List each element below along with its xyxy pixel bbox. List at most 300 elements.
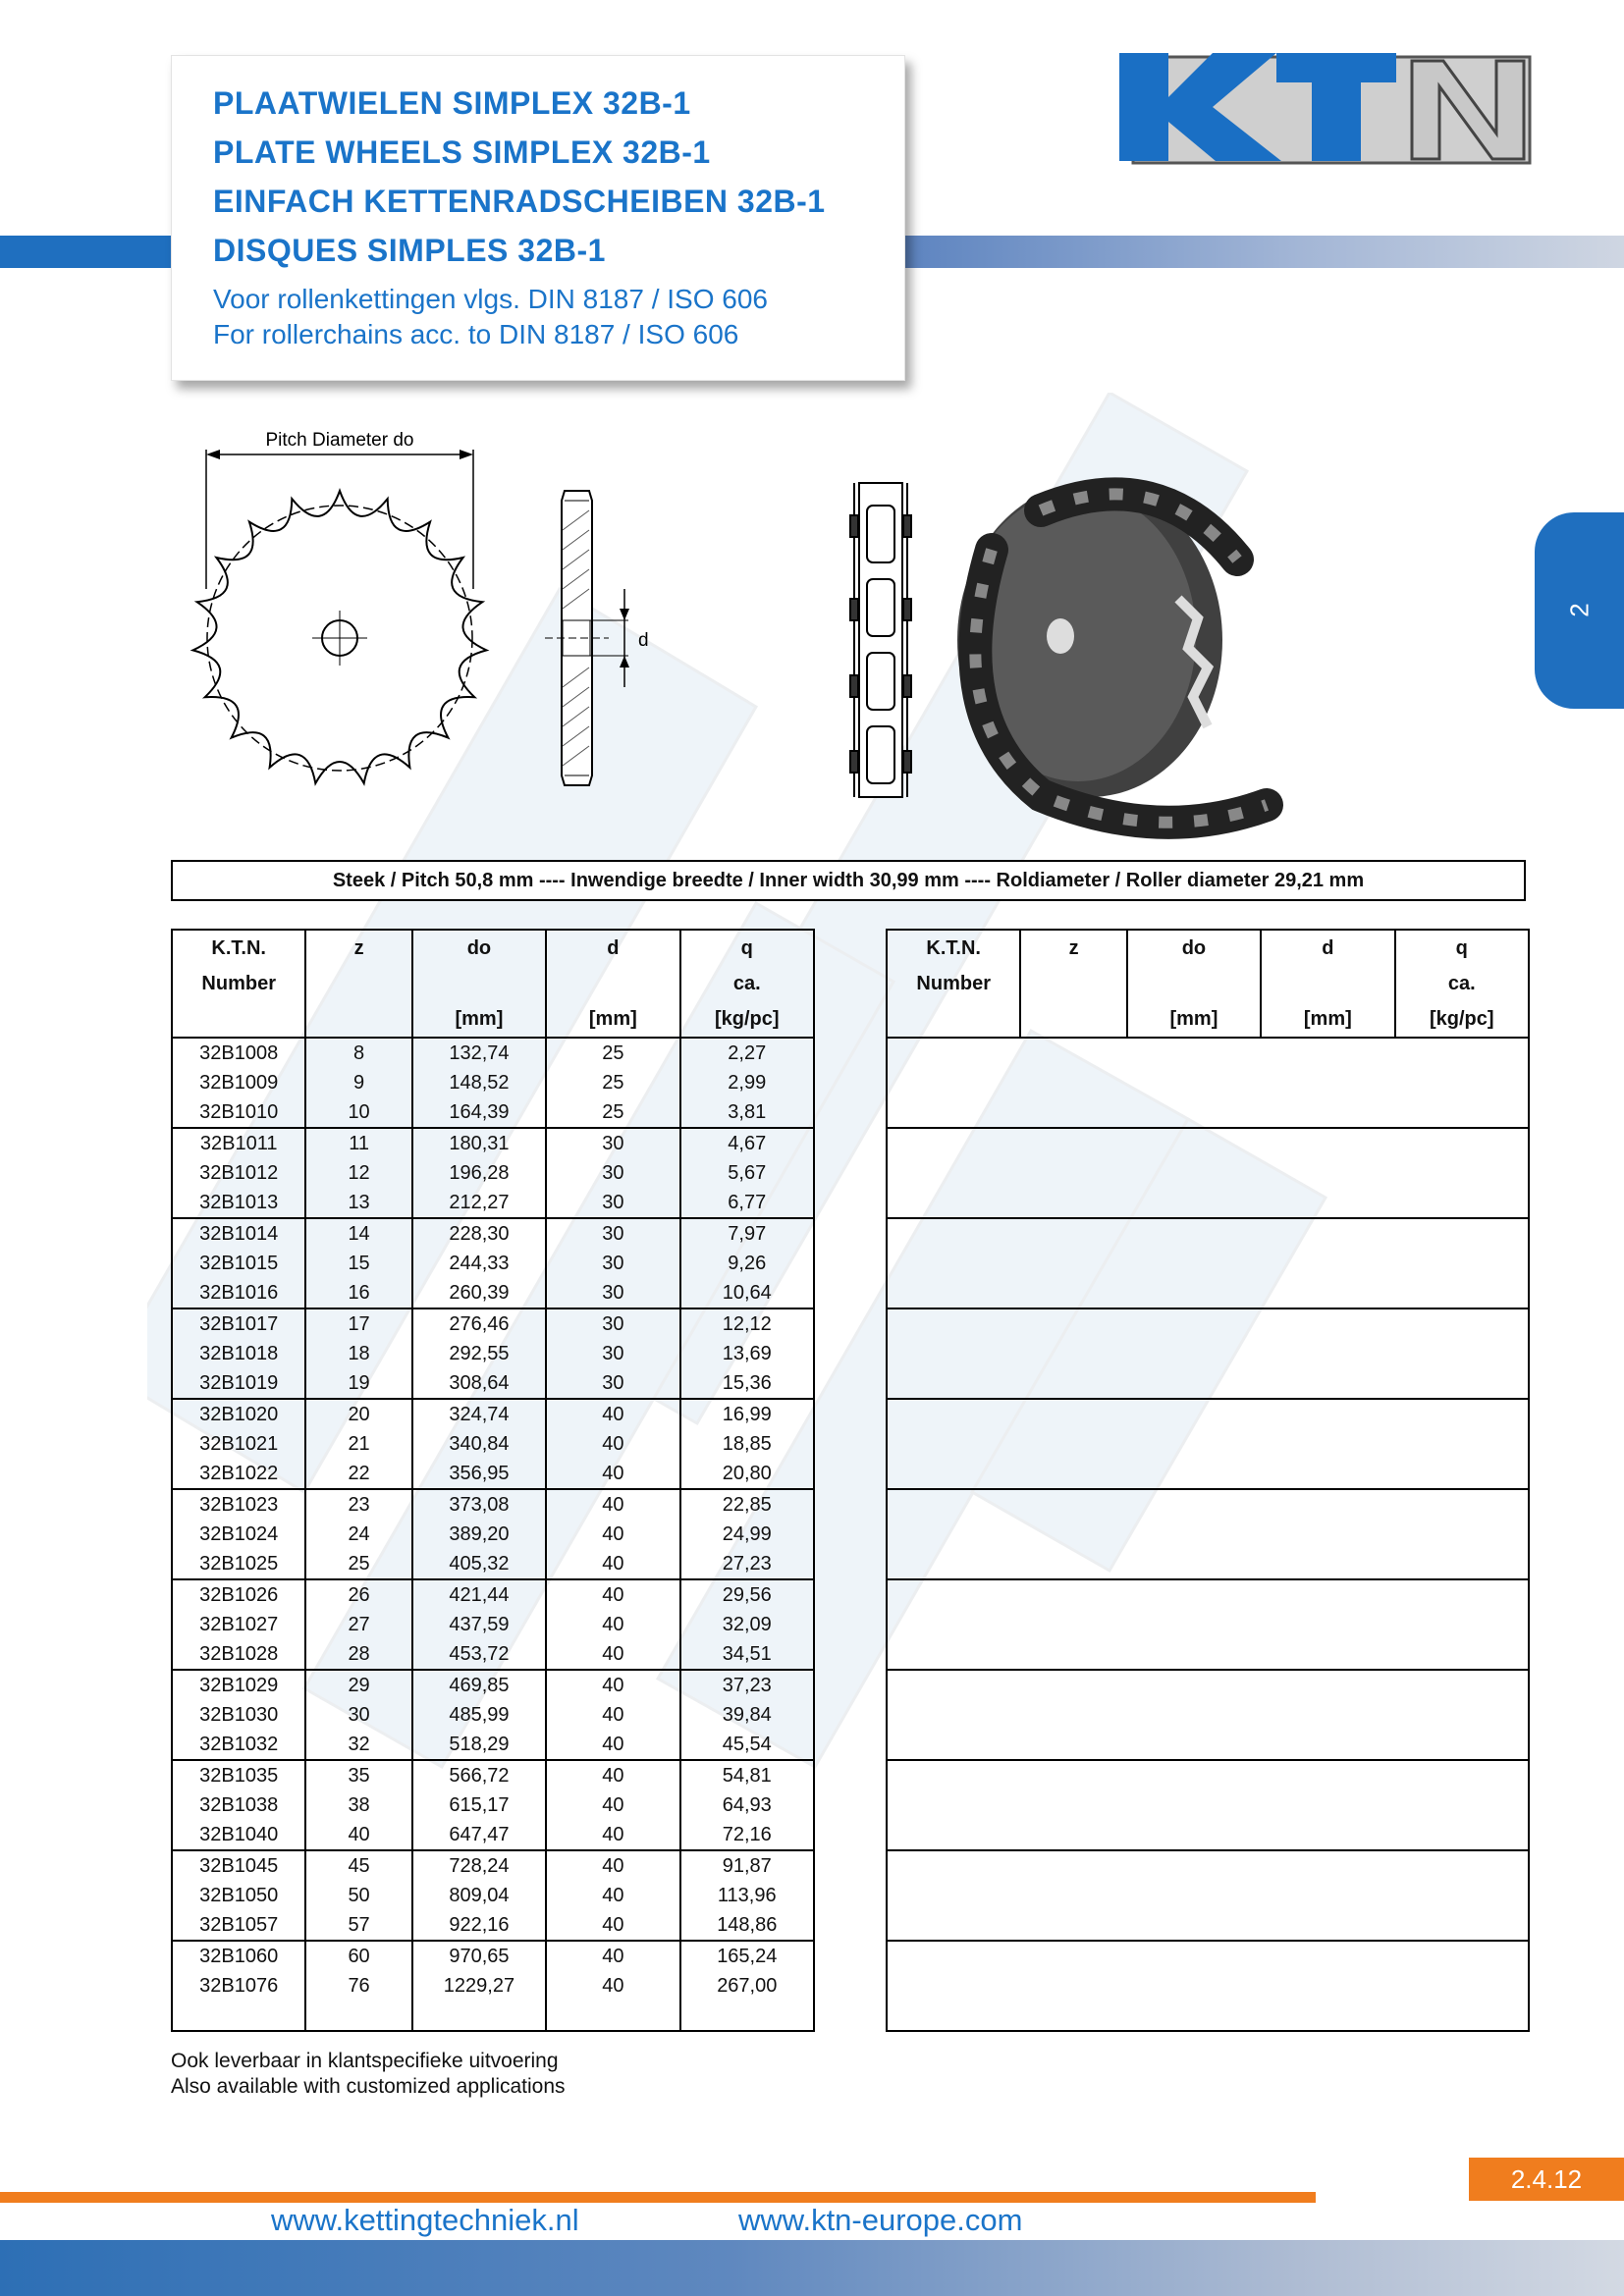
cell-d xyxy=(1261,1610,1394,1639)
cell-q xyxy=(1395,1339,1529,1368)
cell-q xyxy=(680,2001,814,2031)
cell-q: 72,16 xyxy=(680,1820,814,1850)
cell-d xyxy=(1261,1881,1394,1910)
cell-ktn: 32B1023 xyxy=(172,1489,305,1520)
cell-d xyxy=(1261,1068,1394,1097)
cell-ktn xyxy=(887,1308,1020,1339)
table-row xyxy=(172,1278,814,1308)
pitch-diameter-label: Pitch Diameter do xyxy=(265,430,414,451)
header-q: q xyxy=(1395,930,1529,966)
cell-q: 16,99 xyxy=(680,1399,814,1429)
cell-ktn: 32B1038 xyxy=(199,1794,279,1816)
cell-z: 20 xyxy=(305,1399,411,1429)
cell-do: 244,33 xyxy=(412,1249,546,1278)
cell-do xyxy=(1127,1158,1261,1188)
header-q-ca: ca. xyxy=(680,966,814,1001)
cell-z xyxy=(1020,1158,1126,1188)
cell-do: 405,32 xyxy=(412,1549,546,1579)
table-row xyxy=(172,1429,814,1459)
table-row xyxy=(172,1459,814,1489)
cell-z xyxy=(1020,1068,1126,1097)
cell-q xyxy=(1395,1700,1529,1730)
cell-do: 615,17 xyxy=(412,1790,546,1820)
table-row xyxy=(172,1639,814,1670)
cell-z xyxy=(1020,1308,1126,1339)
header-d-unit: [mm] xyxy=(546,1001,679,1038)
cell-d: 40 xyxy=(546,1910,679,1941)
cell-z xyxy=(1020,1097,1126,1128)
cell-q xyxy=(1395,1218,1529,1249)
cell-q xyxy=(1395,1971,1529,2001)
cell-do xyxy=(1127,1730,1261,1760)
cell-q xyxy=(1395,1278,1529,1308)
cell-ktn xyxy=(887,1038,1020,1068)
cell-z: 23 xyxy=(305,1489,411,1520)
cell-d: 30 xyxy=(546,1339,679,1368)
cell-do: 228,30 xyxy=(412,1218,546,1249)
cell-ktn: 32B1017 xyxy=(172,1308,305,1339)
cell-do: 308,64 xyxy=(412,1368,546,1399)
cell-z xyxy=(1020,1850,1126,1881)
cell-z: 8 xyxy=(305,1038,411,1068)
cell-do: 728,24 xyxy=(412,1850,546,1881)
table-row xyxy=(172,1520,814,1549)
cell-ktn: 32B1008 xyxy=(172,1038,305,1068)
cell-do xyxy=(1127,1520,1261,1549)
cell-z: 15 xyxy=(305,1249,411,1278)
table-row xyxy=(172,1218,814,1249)
header-q: q xyxy=(680,930,814,966)
footer-band xyxy=(0,2240,1624,2296)
table-row xyxy=(887,1700,1529,1730)
cell-do: 809,04 xyxy=(412,1881,546,1910)
cell-d: 30 xyxy=(546,1218,679,1249)
table-row xyxy=(887,1249,1529,1278)
cell-q: 3,81 xyxy=(680,1097,814,1128)
cell-d xyxy=(1261,1489,1394,1520)
header-do: do xyxy=(1127,930,1261,966)
table-row xyxy=(887,1368,1529,1399)
table-row xyxy=(887,1038,1529,1068)
cell-ktn: 32B1057 xyxy=(199,1914,279,1936)
cell-q: 34,51 xyxy=(680,1639,814,1670)
cell-do xyxy=(1127,1339,1261,1368)
cell-d: 40 xyxy=(546,1700,679,1730)
cell-q xyxy=(1395,1610,1529,1639)
header-do: do xyxy=(412,930,546,966)
cell-d xyxy=(1261,1820,1394,1850)
cell-d xyxy=(1261,1429,1394,1459)
cell-do: 340,84 xyxy=(412,1429,546,1459)
cell-d: 40 xyxy=(546,1760,679,1790)
cell-q: 91,87 xyxy=(680,1850,814,1881)
chapter-tab[interactable] xyxy=(1535,512,1624,709)
cell-ktn: 32B1035 xyxy=(172,1760,305,1790)
cell-z xyxy=(1020,1188,1126,1218)
cell-do xyxy=(1127,1128,1261,1158)
table-row xyxy=(172,2001,814,2031)
cell-do xyxy=(1127,1910,1261,1941)
footer-orange-line xyxy=(0,2192,1316,2203)
cell-q xyxy=(1395,1368,1529,1399)
title-en: PLATE WHEELS SIMPLEX 32B-1 xyxy=(213,134,711,170)
cell-d xyxy=(1261,1790,1394,1820)
cell-z: 76 xyxy=(305,1971,411,2001)
table-row xyxy=(172,1610,814,1639)
cell-do xyxy=(1127,1760,1261,1790)
cell-z: 16 xyxy=(305,1278,411,1308)
cell-q xyxy=(1395,1790,1529,1820)
cell-q: 148,86 xyxy=(680,1910,814,1941)
cell-ktn: 32B1026 xyxy=(172,1579,305,1610)
cell-z: 24 xyxy=(305,1520,411,1549)
cell-d xyxy=(1261,1308,1394,1339)
cell-z: 22 xyxy=(305,1459,411,1489)
table-row xyxy=(172,1730,814,1760)
cell-d xyxy=(1261,1670,1394,1700)
title-de: EINFACH KETTENRADSCHEIBEN 32B-1 xyxy=(213,184,826,219)
cell-d xyxy=(1261,1368,1394,1399)
cell-d xyxy=(1261,1459,1394,1489)
cell-ktn: 32B1014 xyxy=(172,1218,305,1249)
table-row xyxy=(887,1730,1529,1760)
cell-ktn xyxy=(887,1249,1020,1278)
spec-line: Steek / Pitch 50,8 mm ---- Inwendige breedte / Inner width 30,99 mm ---- Roldiameter / Roller diameter 29,21 mm xyxy=(171,860,1526,901)
cell-ktn: 32B1015 xyxy=(199,1253,279,1274)
cell-q xyxy=(1395,1188,1529,1218)
table-row xyxy=(172,1188,814,1218)
cell-z xyxy=(1020,1429,1126,1459)
cell-d: 40 xyxy=(546,1790,679,1820)
cell-d: 40 xyxy=(546,1459,679,1489)
table-row xyxy=(887,1639,1529,1670)
cell-q: 15,36 xyxy=(680,1368,814,1399)
table-row xyxy=(887,1158,1529,1188)
cell-q: 6,77 xyxy=(680,1188,814,1218)
cell-z xyxy=(1020,1639,1126,1670)
cell-z: 17 xyxy=(305,1308,411,1339)
header-ktn-1: K.T.N. xyxy=(926,937,981,959)
cell-z: 26 xyxy=(305,1579,411,1610)
cell-d: 40 xyxy=(546,1639,679,1670)
cell-d: 30 xyxy=(546,1308,679,1339)
table-row xyxy=(172,1549,814,1579)
cell-d xyxy=(1261,1760,1394,1790)
cell-z xyxy=(1020,1249,1126,1278)
cell-z xyxy=(305,2001,411,2031)
cell-do: 148,52 xyxy=(412,1068,546,1097)
cell-q: 54,81 xyxy=(680,1760,814,1790)
cell-z: 9 xyxy=(305,1068,411,1097)
cell-do: 373,08 xyxy=(412,1489,546,1520)
cell-z: 60 xyxy=(305,1941,411,1971)
cell-d xyxy=(1261,1218,1394,1249)
header-q-unit: [kg/pc] xyxy=(680,1001,814,1038)
header-z: z xyxy=(305,930,411,966)
cell-q xyxy=(1395,1520,1529,1549)
cell-z xyxy=(1020,1278,1126,1308)
cell-q: 2,27 xyxy=(680,1038,814,1068)
cell-q xyxy=(1395,1850,1529,1881)
title-nl: PLAATWIELEN SIMPLEX 32B-1 xyxy=(213,85,691,121)
cell-q: 45,54 xyxy=(680,1730,814,1760)
cell-z: 38 xyxy=(305,1790,411,1820)
cell-ktn: 32B1013 xyxy=(199,1192,279,1213)
cell-q xyxy=(1395,1670,1529,1700)
cell-do xyxy=(1127,1579,1261,1610)
table-row xyxy=(887,1670,1529,1700)
cell-ktn xyxy=(887,1368,1020,1399)
cell-ktn: 32B1060 xyxy=(172,1941,305,1971)
cell-ktn xyxy=(887,1399,1020,1429)
cell-do xyxy=(1127,1038,1261,1068)
cell-z xyxy=(1020,1128,1126,1158)
cell-q xyxy=(1395,1308,1529,1339)
cell-q: 64,93 xyxy=(680,1790,814,1820)
cell-d: 40 xyxy=(546,1820,679,1850)
cell-d xyxy=(1261,1549,1394,1579)
cell-z: 57 xyxy=(305,1910,411,1941)
cell-d xyxy=(1261,1188,1394,1218)
cell-q: 2,99 xyxy=(680,1068,814,1097)
cell-q: 32,09 xyxy=(680,1610,814,1639)
table-row xyxy=(887,1850,1529,1881)
cell-d xyxy=(1261,1910,1394,1941)
cell-d: 25 xyxy=(546,1038,679,1068)
cell-ktn: 32B1028 xyxy=(199,1643,279,1665)
cell-do xyxy=(1127,1368,1261,1399)
cell-ktn xyxy=(887,1549,1020,1579)
cell-do: 922,16 xyxy=(412,1910,546,1941)
cell-z xyxy=(1020,1520,1126,1549)
table-row xyxy=(887,1339,1529,1368)
cell-do: 180,31 xyxy=(412,1128,546,1158)
cell-q xyxy=(1395,1881,1529,1910)
table-row xyxy=(887,1489,1529,1520)
header-z: z xyxy=(1020,930,1126,966)
cell-q xyxy=(1395,1097,1529,1128)
cell-d: 30 xyxy=(546,1158,679,1188)
table-row xyxy=(172,1368,814,1399)
cell-z xyxy=(1020,1700,1126,1730)
table-row xyxy=(887,1579,1529,1610)
cell-q: 27,23 xyxy=(680,1549,814,1579)
cell-ktn: 32B1021 xyxy=(199,1433,279,1455)
cell-ktn xyxy=(887,1068,1020,1097)
cell-z xyxy=(1020,1218,1126,1249)
cell-d: 40 xyxy=(546,1579,679,1610)
cell-d xyxy=(1261,1038,1394,1068)
cell-ktn: 32B1011 xyxy=(172,1128,305,1158)
cell-z: 14 xyxy=(305,1218,411,1249)
cell-d xyxy=(1261,1520,1394,1549)
table-row xyxy=(887,1790,1529,1820)
cell-do xyxy=(1127,1549,1261,1579)
cell-d xyxy=(1261,1700,1394,1730)
table-row xyxy=(887,1820,1529,1850)
cell-z xyxy=(1020,1610,1126,1639)
cell-do: 292,55 xyxy=(412,1339,546,1368)
cell-q: 7,97 xyxy=(680,1218,814,1249)
cell-ktn: 32B1016 xyxy=(199,1282,279,1304)
cell-ktn xyxy=(887,1188,1020,1218)
cell-do: 970,65 xyxy=(412,1941,546,1971)
cell-ktn xyxy=(887,1429,1020,1459)
table-row xyxy=(887,1068,1529,1097)
cell-do xyxy=(1127,1820,1261,1850)
cell-d xyxy=(1261,1579,1394,1610)
cell-d: 25 xyxy=(546,1097,679,1128)
cell-z xyxy=(1020,1489,1126,1520)
table-row xyxy=(172,1128,814,1158)
table-row xyxy=(172,1881,814,1910)
table-row xyxy=(172,1249,814,1278)
cell-q xyxy=(1395,1941,1529,1971)
cell-do: 421,44 xyxy=(412,1579,546,1610)
cell-z xyxy=(1020,1368,1126,1399)
table-row xyxy=(887,1278,1529,1308)
table-row xyxy=(172,1941,814,1971)
cell-d: 30 xyxy=(546,1128,679,1158)
cell-d xyxy=(1261,1971,1394,2001)
header-band-left xyxy=(0,236,177,268)
cell-q: 165,24 xyxy=(680,1941,814,1971)
cell-d xyxy=(1261,1097,1394,1128)
cell-d: 40 xyxy=(546,1881,679,1910)
cell-do xyxy=(1127,1249,1261,1278)
header-band-right xyxy=(903,236,1624,268)
cell-q xyxy=(1395,1910,1529,1941)
cell-do xyxy=(1127,1429,1261,1459)
table-row xyxy=(887,1188,1529,1218)
subtitle-nl: Voor rollenkettingen vlgs. DIN 8187 / ISO 606 xyxy=(213,284,768,314)
table-row xyxy=(172,1850,814,1881)
cell-do: 1229,27 xyxy=(412,1971,546,2001)
cell-ktn: 32B1009 xyxy=(199,1072,279,1094)
cell-do: 260,39 xyxy=(412,1278,546,1308)
header-ktn-2: Number xyxy=(201,973,276,994)
cell-q xyxy=(1395,1249,1529,1278)
cell-ktn xyxy=(887,1941,1020,1971)
technical-drawings xyxy=(177,422,1512,854)
cell-d xyxy=(1261,1399,1394,1429)
cell-q xyxy=(1395,1068,1529,1097)
cell-d xyxy=(1261,1639,1394,1670)
table-row xyxy=(887,1520,1529,1549)
cell-z xyxy=(1020,1399,1126,1429)
cell-ktn xyxy=(887,1489,1020,1520)
chapter-tab-label: 2 xyxy=(1564,603,1595,617)
cell-do xyxy=(1127,1670,1261,1700)
cell-do xyxy=(1127,1881,1261,1910)
table-row xyxy=(887,1610,1529,1639)
cell-z: 40 xyxy=(305,1820,411,1850)
cell-z xyxy=(1020,1579,1126,1610)
cell-z: 13 xyxy=(305,1188,411,1218)
cell-ktn xyxy=(887,1278,1020,1308)
header-ktn-2: Number xyxy=(916,973,991,994)
cell-q: 37,23 xyxy=(680,1670,814,1700)
table-row xyxy=(172,1158,814,1188)
cell-q xyxy=(1395,1760,1529,1790)
cell-ktn: 32B1040 xyxy=(199,1824,279,1845)
cell-z xyxy=(1020,1820,1126,1850)
cell-q xyxy=(1395,1038,1529,1068)
sprocket-side-view xyxy=(545,491,649,785)
cell-do: 356,95 xyxy=(412,1459,546,1489)
title-fr: DISQUES SIMPLES 32B-1 xyxy=(213,233,606,268)
cell-q xyxy=(1395,1639,1529,1670)
cell-d: 30 xyxy=(546,1278,679,1308)
cell-ktn xyxy=(887,1158,1020,1188)
cell-q xyxy=(1395,1489,1529,1520)
cell-do xyxy=(1127,1459,1261,1489)
table-row xyxy=(172,1489,814,1520)
cell-z xyxy=(1020,1670,1126,1700)
cell-z: 25 xyxy=(305,1549,411,1579)
cell-ktn: 32B1024 xyxy=(199,1523,279,1545)
cell-ktn xyxy=(887,1639,1020,1670)
table-row xyxy=(172,1308,814,1339)
cell-do xyxy=(1127,2001,1261,2031)
cell-z: 32 xyxy=(305,1730,411,1760)
cell-z xyxy=(1020,1038,1126,1068)
cell-do xyxy=(1127,1308,1261,1339)
cell-z xyxy=(1020,1910,1126,1941)
cell-do xyxy=(1127,1399,1261,1429)
cell-z: 45 xyxy=(305,1850,411,1881)
cell-ktn xyxy=(887,1097,1020,1128)
header-q-ca: ca. xyxy=(1395,966,1529,1001)
cell-do: 469,85 xyxy=(412,1670,546,1700)
table-row xyxy=(172,1399,814,1429)
cell-do: 518,29 xyxy=(412,1730,546,1760)
sprocket-front-view xyxy=(193,430,487,783)
table-row xyxy=(887,1128,1529,1158)
cell-d: 40 xyxy=(546,1730,679,1760)
table-row xyxy=(887,1097,1529,1128)
cell-do: 647,47 xyxy=(412,1820,546,1850)
footer-url-nl[interactable]: www.kettingtechniek.nl xyxy=(271,2203,579,2237)
cell-ktn xyxy=(887,1670,1020,1700)
cell-q xyxy=(1395,1579,1529,1610)
cell-z xyxy=(1020,1549,1126,1579)
cell-q: 18,85 xyxy=(680,1429,814,1459)
cell-d: 40 xyxy=(546,1399,679,1429)
cell-d xyxy=(1261,1850,1394,1881)
cell-d: 40 xyxy=(546,1489,679,1520)
cell-z xyxy=(1020,1459,1126,1489)
footer-url-eu[interactable]: www.ktn-europe.com xyxy=(738,2203,1023,2237)
cell-ktn: 32B1010 xyxy=(199,1101,279,1123)
cell-ktn: 32B1018 xyxy=(199,1343,279,1364)
cell-do xyxy=(1127,1790,1261,1820)
cell-do xyxy=(412,2001,546,2031)
cell-do: 164,39 xyxy=(412,1097,546,1128)
cell-ktn: 32B1076 xyxy=(199,1975,279,1997)
cell-q: 5,67 xyxy=(680,1158,814,1188)
cell-do xyxy=(1127,1188,1261,1218)
cell-d: 40 xyxy=(546,1971,679,2001)
cell-ktn: 32B1019 xyxy=(199,1372,279,1394)
ktn-logo xyxy=(1119,53,1536,167)
cell-d: 25 xyxy=(546,1068,679,1097)
table-row xyxy=(887,1971,1529,2001)
cell-q xyxy=(1395,1730,1529,1760)
cell-do: 196,28 xyxy=(412,1158,546,1188)
cell-q: 13,69 xyxy=(680,1339,814,1368)
cell-do: 453,72 xyxy=(412,1639,546,1670)
